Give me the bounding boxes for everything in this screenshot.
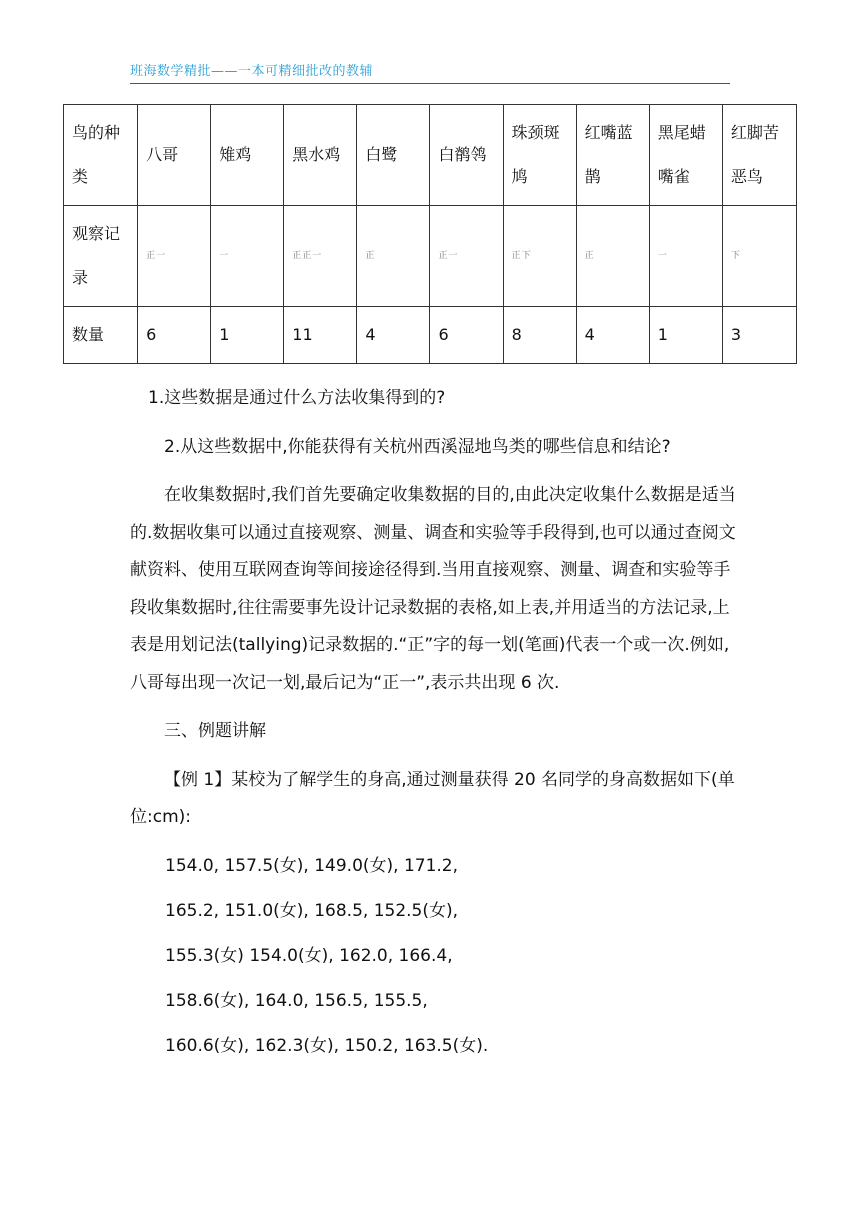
height-data-line: 160.6(女), 162.3(女), 150.2, 163.5(女). bbox=[165, 1035, 489, 1056]
count-cell: 4 bbox=[357, 307, 430, 364]
height-data-line: 154.0, 157.5(女), 149.0(女), 171.2, bbox=[165, 855, 459, 876]
tally-mark-cell: 一 bbox=[649, 206, 722, 307]
main-content bbox=[130, 380, 736, 1073]
record-row bbox=[64, 206, 797, 307]
count-cell: 6 bbox=[430, 307, 503, 364]
bird-observation-table bbox=[63, 104, 797, 364]
explanation-paragraph: 在收集数据时,我们首先要确定收集数据的目的,由此决定收集什么数据是适当的.数据收集可以通过直接观察、测量、调查和实验等手段得到,也可以通过查阅文献资料、使用互联网查询等间接途径得到.当用直接观察、测量、调查和实验等手段收集数据时,往往需要事先设计记录数据的表格,如上表,并用适当的方法记录,上表是用划记法(tallying)记录数据的.“正”字的每一划(笔画)代表一个或一次.例如,八哥每出现一次记一划,最后记为“正一”,表示共出现 6 次. bbox=[130, 485, 736, 693]
count-cell: 4 bbox=[576, 307, 649, 364]
count-row bbox=[64, 307, 797, 364]
height-data-line: 158.6(女), 164.0, 156.5, 155.5, bbox=[165, 990, 428, 1011]
page-header: 班海数学精批——一本可精细批改的教辅 bbox=[130, 60, 730, 84]
species-cell: 红嘴蓝鹊 bbox=[576, 105, 649, 206]
species-cell: 红脚苦恶鸟 bbox=[722, 105, 796, 206]
count-header-cell: 数量 bbox=[64, 307, 138, 364]
count-cell: 6 bbox=[138, 307, 211, 364]
tally-mark-cell: 正一 bbox=[138, 206, 211, 307]
tally-mark-cell: 正下 bbox=[503, 206, 576, 307]
species-cell: 黑水鸡 bbox=[284, 105, 357, 206]
record-header-cell: 观察记录 bbox=[64, 206, 138, 307]
height-data-line: 155.3(女) 154.0(女), 162.0, 166.4, bbox=[165, 945, 453, 966]
tally-mark-cell: 一 bbox=[211, 206, 284, 307]
species-cell: 白鹡鸰 bbox=[430, 105, 503, 206]
count-cell: 1 bbox=[649, 307, 722, 364]
section-title: 三、例题讲解 bbox=[164, 721, 266, 741]
question-1: 1.这些数据是通过什么方法收集得到的? bbox=[148, 388, 446, 408]
species-row bbox=[64, 105, 797, 206]
tally-mark-cell: 正正一 bbox=[284, 206, 357, 307]
count-cell: 11 bbox=[284, 307, 357, 364]
tally-mark-cell: 正 bbox=[357, 206, 430, 307]
count-cell: 8 bbox=[503, 307, 576, 364]
height-data-line: 165.2, 151.0(女), 168.5, 152.5(女), bbox=[165, 900, 459, 921]
question-2: 2.从这些数据中,你能获得有关杭州西溪湿地鸟类的哪些信息和结论? bbox=[164, 436, 671, 457]
count-cell: 1 bbox=[211, 307, 284, 364]
tally-mark-cell: 正 bbox=[576, 206, 649, 307]
species-cell: 白鹭 bbox=[357, 105, 430, 206]
species-cell: 八哥 bbox=[138, 105, 211, 206]
species-cell: 珠颈斑鸠 bbox=[503, 105, 576, 206]
tally-mark-cell: 正一 bbox=[430, 206, 503, 307]
species-cell: 雉鸡 bbox=[211, 105, 284, 206]
example-1-text: 【例 1】某校为了解学生的身高,通过测量获得 20 名同学的身高数据如下(单位:cm): bbox=[130, 769, 735, 827]
species-header-cell: 鸟的种类 bbox=[64, 105, 138, 206]
count-cell: 3 bbox=[722, 307, 796, 364]
species-cell: 黑尾蜡嘴雀 bbox=[649, 105, 722, 206]
tally-mark-cell: 下 bbox=[722, 206, 796, 307]
